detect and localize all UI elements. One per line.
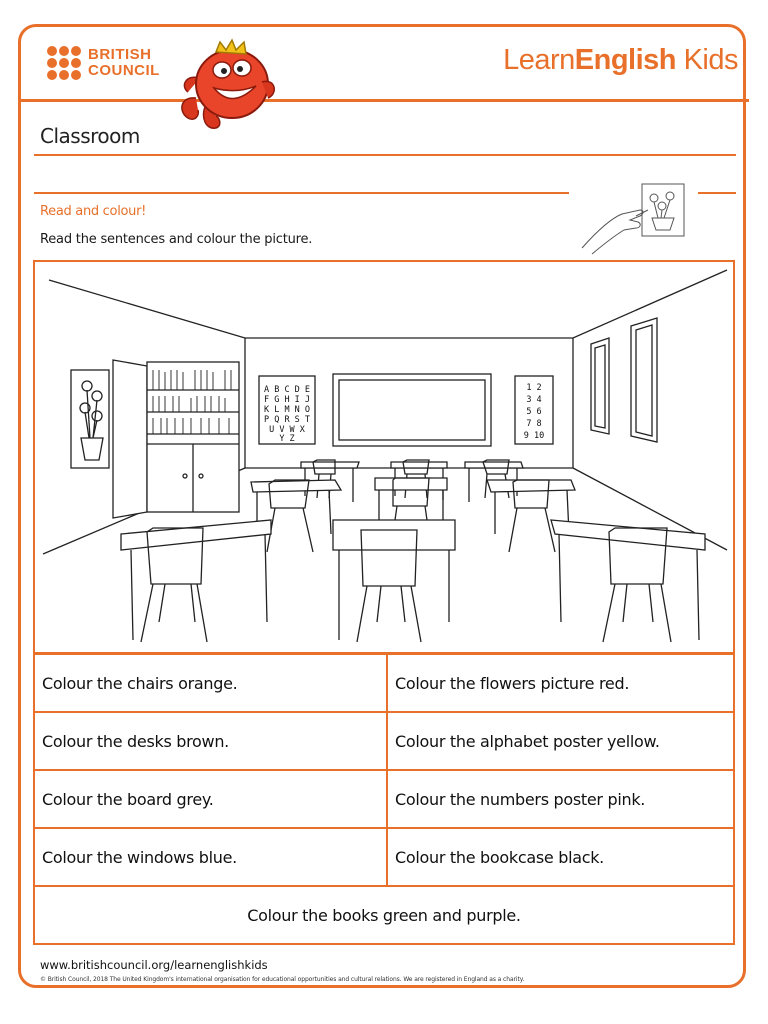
table-row: [34, 770, 734, 828]
alphabet-poster-line: Y Z: [279, 434, 295, 444]
task-cell: Colour the windows blue.: [34, 828, 387, 886]
british-council-dots-icon: [46, 45, 82, 81]
task-cell: Colour the chairs orange.: [34, 654, 387, 712]
hand-colouring-icon: [578, 178, 696, 258]
numbers-poster-line: 3 4: [526, 395, 542, 405]
table-row: [34, 712, 734, 770]
section-divider: [34, 192, 569, 194]
footer-legal-text: © British Council, 2018 The United Kingdom's international organisation for educational opportunities and cultural relations. We are registered in England as a charity.: [40, 976, 525, 983]
monster-mascot-icon: [176, 38, 280, 132]
title-divider: [34, 154, 736, 156]
alphabet-poster-line: P Q R S T: [263, 415, 311, 425]
header-divider: [18, 99, 749, 102]
task-cell: Colour the numbers poster pink.: [387, 770, 734, 828]
numbers-poster-line: 7 8: [526, 419, 542, 429]
task-cell: Colour the bookcase black.: [387, 828, 734, 886]
task-cell: Colour the flowers picture red.: [387, 654, 734, 712]
colouring-tasks-table: [33, 653, 735, 945]
task-cell-final: Colour the books green and purple.: [34, 886, 734, 944]
alphabet-poster-line: A B C D E: [263, 385, 311, 395]
table-row: [34, 828, 734, 886]
table-row: [34, 886, 734, 944]
activity-heading: Read and colour!: [40, 204, 147, 219]
numbers-poster-line: 1 2: [526, 383, 542, 393]
learnenglish-kids-logo: LearnEnglish Kids: [503, 44, 738, 76]
alphabet-poster-line: K L M N O: [263, 405, 311, 415]
page-title: Classroom: [40, 124, 140, 148]
task-cell: Colour the desks brown.: [34, 712, 387, 770]
task-cell: Colour the alphabet poster yellow.: [387, 712, 734, 770]
british-council-wordmark: BRITISH COUNCIL: [88, 46, 160, 79]
numbers-poster-line: 5 6: [526, 407, 542, 417]
numbers-poster-line: 9 10: [523, 431, 545, 441]
section-divider-end: [698, 192, 736, 194]
alphabet-poster-line: U V W X: [269, 425, 305, 435]
alphabet-poster-line: F G H I J: [263, 395, 311, 405]
classroom-drawing: [35, 262, 733, 652]
classroom-picture: [33, 260, 735, 654]
instruction-text: Read the sentences and colour the picture.: [40, 232, 313, 247]
footer-link[interactable]: www.britishcouncil.org/learnenglishkids: [40, 958, 268, 972]
task-cell: Colour the board grey.: [34, 770, 387, 828]
table-row: [34, 654, 734, 712]
